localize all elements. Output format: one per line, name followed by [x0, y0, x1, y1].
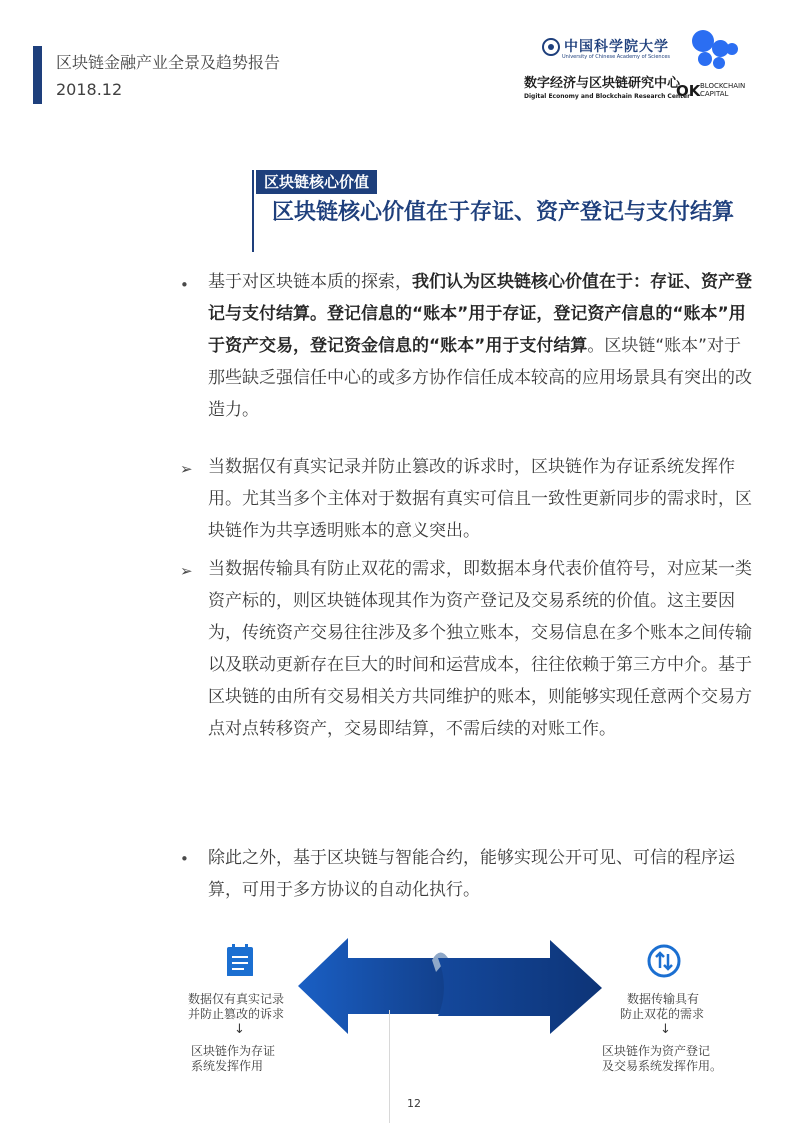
down-arrow-icon: ↓ [234, 1022, 245, 1037]
header-accent-bar [33, 46, 42, 104]
paragraph-core-value [208, 266, 754, 426]
arrow-bullet-icon: ➢ [180, 460, 193, 478]
diagram-left-role-line2: 系统发挥作用 [191, 1059, 264, 1073]
section-tag: 区块链核心价值 [256, 170, 377, 194]
diagram-right-role-line2: 及交易系统发挥作用。 [602, 1059, 723, 1073]
diagram-left-need-line2: 并防止篡改的诉求 [188, 1007, 285, 1021]
up-down-arrows-icon [647, 944, 679, 976]
ucas-english-name: University of Chinese Academy of Sciences [562, 54, 670, 60]
research-center-name: 数字经济与区块链研究中心 [524, 76, 681, 91]
paragraph-evidence: 当数据仅有真实记录并防止篡改的诉求时，区块链作为存证系统发挥作用。尤其当多个主体对于数据有真实可信且一致性更新同步的需求时，区块链作为共享透明账本的意义突出。 [208, 457, 752, 541]
ok-logo-text: OK [676, 82, 701, 100]
diagram-right-need-line2: 防止双花的需求 [620, 1007, 705, 1021]
down-arrow-icon: ↓ [660, 1022, 671, 1037]
diagram-right-need-line1: 数据传输具有 [627, 992, 700, 1006]
diagram-right-role-line1: 区块链作为资产登记 [602, 1044, 711, 1058]
section-divider-line [252, 170, 254, 252]
ok-logo-subtext: BLOCKCHAIN CAPITAL [700, 82, 746, 98]
document-icon [224, 944, 256, 976]
paragraph-asset-registration: 当数据传输具有防止双花的需求，即数据本身代表价值符号，对应某一类资产标的，则区块链体现其作为资产登记及交易系统的价值。这主要因为，传统资产交易往往涉及多个独立账本，交易信息在多个账本之间传输以及联动更新存在巨大的时间和运营成本，往往依赖于第三方中介。基于区块链的由所有交易相关方共同维护的账本，则能够实现任意两个交易方点对点转移资产，交易即结算，不需后续的对账工作。 [208, 559, 752, 739]
ucas-logo-text: 中国科学院大学 [564, 39, 669, 55]
p1-rest: 。区块链“账本”对于那些缺乏强信任中心的或多方协作信任成本较高的应用场景具有突出的改造力。 [208, 336, 752, 420]
section-title: 区块链核心价值在于存证、资产登记与支付结算 [272, 200, 735, 225]
footer-divider-line [389, 1010, 390, 1123]
paragraph-smart-contract: 除此之外，基于区块链与智能合约，能够实现公开可见、可信的程序运算，可用于多方协议的自动化执行。 [208, 848, 735, 900]
double-arrow-graphic [290, 930, 610, 1042]
diagram-left-role-line1: 区块链作为存证 [191, 1044, 276, 1058]
ucas-emblem-icon [542, 38, 560, 56]
p1-bold: 我们认为区块链核心价值在于：存证、资产登记与支付结算。登记信息的“账本”用于存证，登记资产信息的“账本”用于资产交易，登记资金信息的“账本”用于支付结算 [208, 272, 752, 356]
report-date: 2018.12 [56, 80, 123, 99]
research-center-english: Digital Economy and Blockchain Research Center [524, 93, 691, 100]
okblockchain-logo-icon [690, 30, 738, 72]
bullet-icon: • [180, 276, 189, 294]
diagram-left-need-line1: 数据仅有真实记录 [188, 992, 285, 1006]
page-number: 12 [407, 1097, 421, 1110]
report-title: 区块链金融产业全景及趋势报告 [56, 53, 281, 72]
bullet-icon: • [180, 850, 189, 868]
arrow-bullet-icon: ➢ [180, 562, 193, 580]
p1-intro: 基于对区块链本质的探索， [208, 272, 412, 292]
